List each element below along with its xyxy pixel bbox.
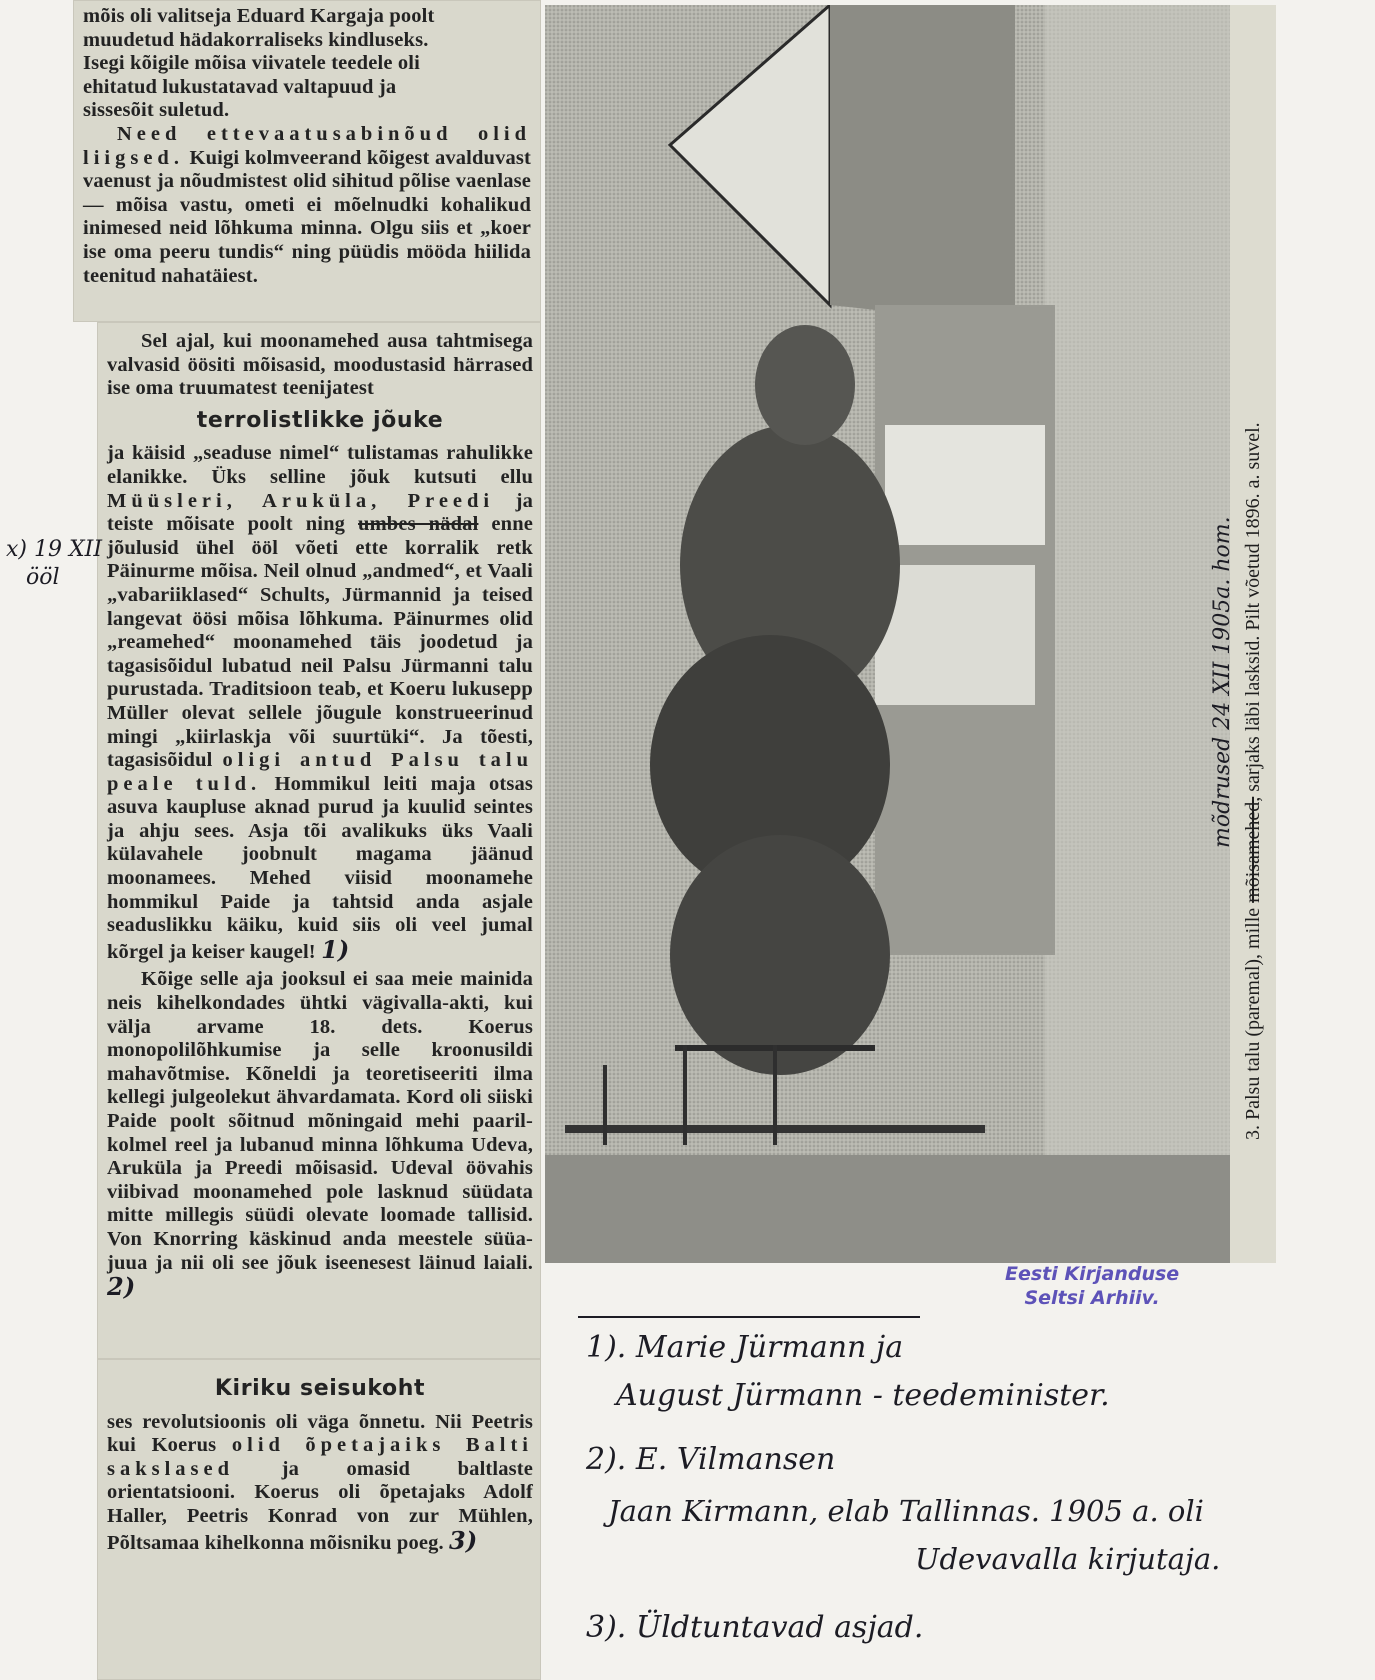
paragraph-text: Kuigi kolmveerand kõigest avalduvast vaenust ja nõudmistest olid sihitud põlise vaenlase — mõisa vastu, ometi ei mõelnudki kohalikud inimesed neid lõhkuma minna. Olgu siis et „koer ise oma peeru tundis“ ning püüdis mööda hiilida teenitud nahatäiest. — [83, 146, 531, 287]
article-paragraph — [83, 123, 531, 288]
article-line: ehitatud lukustatavad valtapuud ja — [83, 75, 397, 98]
subheading: terrolistlikke jõuke — [196, 407, 444, 433]
emphasis-text: oligi antud Palsu talu peale tuld. — [107, 749, 534, 795]
caption-text: 3. Palsu talu (paremal), mille — [1242, 907, 1264, 1140]
stamp-line: Eesti Kirjanduse — [1005, 1263, 1180, 1285]
paragraph-text: enne jõulusid ühel ööl võeti ette korralik retk Päinurme mõisa. Neil olnud „andmed“, et Vaali „vabariiklased“ Schults, Jürmannid ja teised langevat öösi mõisa lõhkuma. Päinurmes olid „reamehed“ moonamehed täis joodetud ja tagasisõidul lubatud neil Palsu Jürmanni talu purustada. Traditsioon teab, et Koeru lukusepp Müller olevat sellele jõugule konstrueerinud mingi „kiirlaskja või suurtüki“. Ja tõesti, tagasisõidul — [107, 513, 534, 772]
paragraph-text: Kõige selle aja jooksul ei saa meie mainida neis kihelkondades ühtki vägivalla-akti, kui välja arvame 18. dets. Koerus monopolilõhkumise ja selle kroonusildi mahavõtmise. Kõneldi ja teoretiseeriti ilma kellegi julgeolekut ähvardamata. Kord oli siiski Paide poolt sõitnud mõningaid mehi paaril-kolmel reel ja lubanud minna lõhkuma Udeva, Aruküla ja Preedi mõisasid. Udeval öövahis viibivad moonamehed pole lasknud süüdata mitte millegis süüdi olevate loomade tallisid. Von Knorring käskinud anda meestele süüa-juua ja nii oli see jõuk iseenesest läinud laiali. — [107, 968, 533, 1274]
footnote-2-line-2: Jaan Kirmann, elab Tallinnas. 1905 a. oli — [608, 1494, 1204, 1528]
paragraph-text: ses revolutsioonis oli väga õnnetu. Nii Peetris kui Koerus — [107, 1410, 533, 1457]
rotated-photo — [545, 5, 1273, 1263]
handwritten-text: mõdrused 24 XII 1905a. hom. — [1210, 516, 1235, 848]
footnote-2-line-1: 2). E. Vilmansen — [586, 1442, 836, 1477]
footnote-marker: 2) — [107, 1272, 136, 1302]
paragraph-text: Hommikul leiti maja otsas asuva kaupluse aknad purud ja kuulid seintes ja ahju sees. Asja tõi avalikuks üks Vaali külavahele joobnult magama jäänud moonamees. Mehed viisid moonamehe hommikul Paide ja tahtsid anda asjale seaduslikku käiku, kuid siis oli veel jumal kõrgel ja keiser kaugel! — [107, 772, 533, 963]
subheading: Kiriku seisukoht — [214, 1376, 426, 1401]
struck-text: umbes nädal — [358, 513, 479, 536]
clipping-middle — [97, 322, 541, 1359]
caption-text: sarjaks läbi lasksid. Pilt võetud 1896. a. suvel. — [1242, 422, 1264, 792]
photo-caption — [1230, 20, 1276, 1140]
footnote-3-line-1: 3). Üldtuntavad asjad. — [586, 1610, 924, 1645]
article-line: sissesõit suletud. — [83, 99, 230, 122]
footnote-marker: 3) — [449, 1525, 478, 1555]
clipping-top — [73, 0, 541, 322]
emphasis-text: Need ettevaatusabinõud olid liigsed. — [83, 122, 531, 169]
footnote-rule — [578, 1316, 920, 1318]
emphasis-text: Müüsleri, Aruküla, Preedi — [107, 489, 495, 512]
margin-note — [6, 536, 102, 592]
margin-note-line: x) 19 XII — [6, 537, 103, 562]
article-paragraph — [107, 968, 533, 1301]
article-line: mõis oli valitseja Eduard Kargaja poolt — [83, 5, 435, 27]
article-line: muudetud hädakorraliseks kindluseks. — [83, 28, 429, 51]
paragraph-text: ja teiste mõisate poolt ning — [107, 489, 534, 536]
article-paragraph — [107, 1411, 533, 1556]
article-line: Isegi kõigile mõisa viivatele teedele oli — [83, 52, 420, 75]
farmhouse-photo-image — [545, 5, 1273, 1263]
stamp-line: Seltsi Arhiiv. — [1024, 1287, 1160, 1309]
emphasis-text: olid õpetajaiks Balti sakslased — [107, 1434, 533, 1480]
margin-note-line: ööl — [26, 565, 60, 590]
paragraph-text: ja omasid baltlaste orientatsiooni. Koerus oli õpetajaks Adolf Haller, Peetris Konrad von zur Mühlen, Põltsamaa kihelkonna — [107, 1457, 533, 1554]
footnote-1-line-1: 1). Marie Jürmann ja — [586, 1330, 904, 1365]
footnote-2-line-3: Udevavalla kirjutaja. — [915, 1542, 1221, 1576]
caption-handwritten-note — [1210, 516, 1235, 848]
footnote-1-line-2: August Jürmann - teedeminister. — [616, 1378, 1110, 1413]
article-paragraph — [107, 442, 533, 964]
article-paragraph: Sel ajal, kui moonamehed ausa tahtmisega valvasid öösiti mõisasid, moodustasid härrased ise oma truumatest teenijatest — [107, 330, 533, 400]
paragraph-text: ja käisid „seaduse nimel“ tulistamas rahulikke elanikke. Üks selline jõuk kutsuti ellu — [107, 442, 533, 488]
clipping-bottom — [97, 1359, 541, 1680]
footnote-marker: 1) — [321, 934, 350, 964]
emphasis-text: mõisniku poeg. — [309, 1531, 444, 1554]
caption-struck-text: mõisamehed, — [1242, 796, 1264, 903]
archive-stamp — [1005, 1262, 1179, 1310]
